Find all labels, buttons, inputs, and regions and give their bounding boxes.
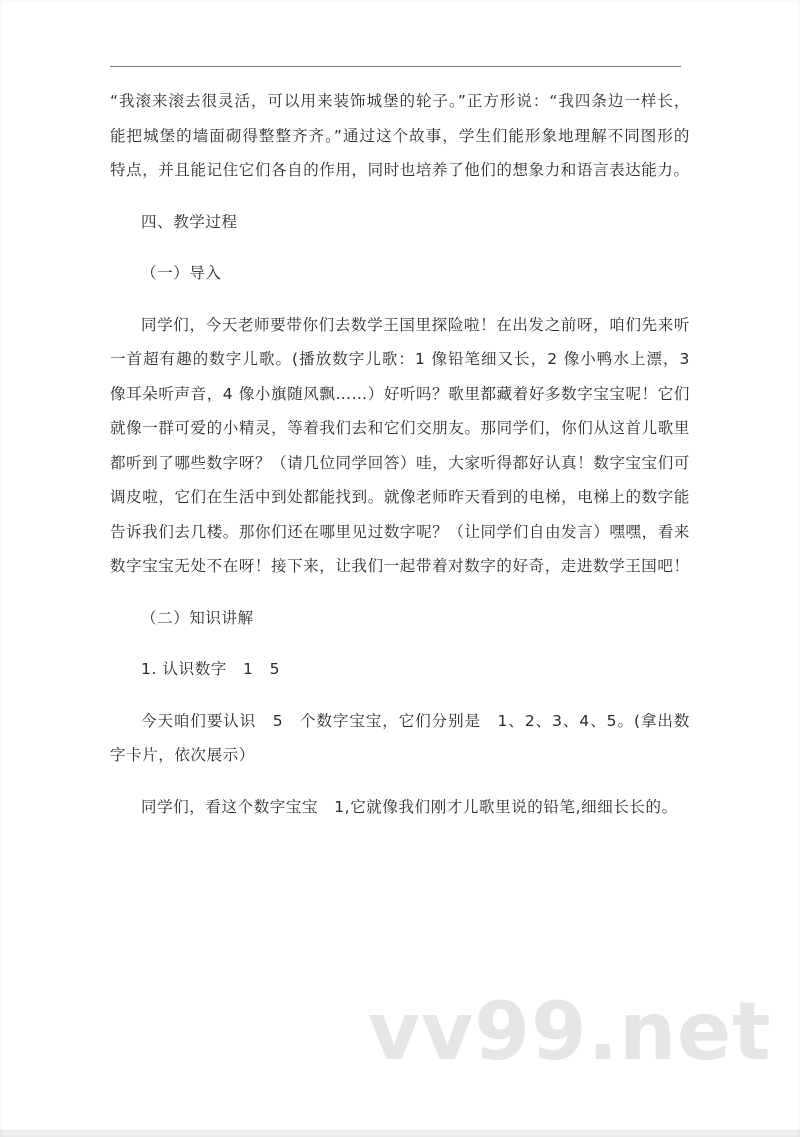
item-heading-recognize-numbers: 1. 认识数字 1 5 bbox=[141, 660, 281, 678]
subsection-heading-introduction: （一）导入 bbox=[141, 264, 222, 282]
paragraph-introduction: 同学们，今天老师要带你们去数学王国里探险啦！在出发之前呀，咱们先来听一首超有趣的数字儿歌。(播放数字儿歌：1 像铅笔细又长，2 像小鸭水上漂，3 像耳朵听声音，4 像小旗随风飘……）好听吗？歌里都藏着好多数字宝宝呢！它们就像一群可爱的小精灵，等着我们去和它们交朋友。那同学们，你们从这首儿歌里都听到了哪些数字呀？（请几位同学回答）哇，大家听得都好认真！数字宝宝们可调皮啦，它们在生活中到处都能找到。就像老师昨天看到的电梯，电梯上的数字能告诉我们去几楼。那你们还在哪里见过数字呢？（让同学们自由发言）嘿嘿，看来数字宝宝无处不在呀！接下来，让我们一起带着对数字的好奇，走进数学王国吧！ bbox=[110, 315, 690, 575]
section-heading-teaching-process: 四、教学过程 bbox=[141, 212, 238, 231]
paragraph-number-one: 同学们，看这个数字宝宝 1,它就像我们刚才儿歌里说的铅笔,细细长长的。 bbox=[141, 797, 678, 816]
paragraph-number-cards: 今天咱们要认识 5 个数字宝宝，它们分别是 1、2、3、4、5。(拿出数字卡片，依次展示） bbox=[110, 711, 690, 764]
subsection-heading-knowledge: （二）知识讲解 bbox=[141, 608, 254, 627]
paragraph-story-ending: “我滚来滚去很灵活，可以用来装饰城堡的轮子。”正方形说：“我四条边一样长，能把城堡的墙面砌得整整齐齐。”通过这个故事，学生们能形象地理解不同图形的特点，并且能记住它们各自的作用，同时也培养了他们的想象力和语言表达能力。 bbox=[110, 92, 690, 179]
header-rule bbox=[110, 66, 681, 67]
watermark: vv99.net bbox=[368, 985, 772, 1078]
page-bottom-edge bbox=[0, 1130, 800, 1137]
document-body bbox=[110, 84, 690, 824]
